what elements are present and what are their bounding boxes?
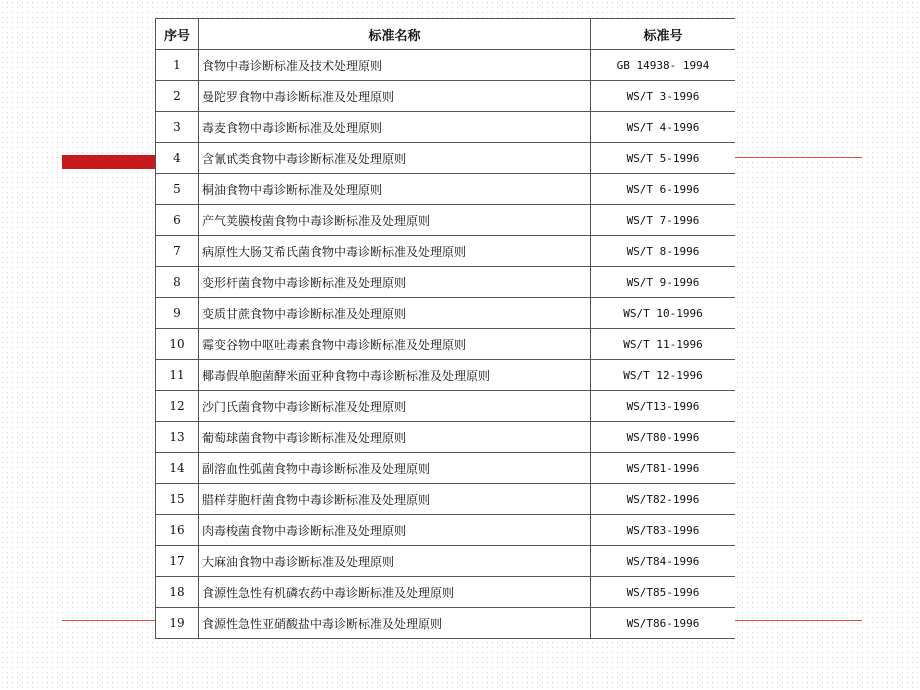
row-standard-name: 产气荚膜梭菌食物中毒诊断标准及处理原则 — [199, 205, 591, 236]
table-row — [156, 298, 736, 329]
row-number: 3 — [156, 112, 199, 143]
row-standard-name: 副溶血性弧菌食物中毒诊断标准及处理原则 — [199, 453, 591, 484]
row-standard-name: 桐油食物中毒诊断标准及处理原则 — [199, 174, 591, 205]
row-number: 6 — [156, 205, 199, 236]
row-standard-code: WS/T82-1996 — [591, 484, 736, 515]
table-row — [156, 112, 736, 143]
row-standard-name: 大麻油食物中毒诊断标准及处理原则 — [199, 546, 591, 577]
table-row — [156, 236, 736, 267]
row-standard-name: 食物中毒诊断标准及技术处理原则 — [199, 50, 591, 81]
row-standard-name: 变形杆菌食物中毒诊断标准及处理原则 — [199, 267, 591, 298]
row-standard-code: GB 14938- 1994 — [591, 50, 736, 81]
row-number: 11 — [156, 360, 199, 391]
table-row — [156, 515, 736, 546]
row-number: 12 — [156, 391, 199, 422]
row-number: 19 — [156, 608, 199, 639]
row-number: 14 — [156, 453, 199, 484]
row-standard-name: 肉毒梭菌食物中毒诊断标准及处理原则 — [199, 515, 591, 546]
row-standard-name: 食源性急性亚硝酸盐中毒诊断标准及处理原则 — [199, 608, 591, 639]
header-standard-name: 标准名称 — [199, 19, 591, 50]
row-standard-name: 霉变谷物中呕吐毒素食物中毒诊断标准及处理原则 — [199, 329, 591, 360]
table-row — [156, 174, 736, 205]
row-number: 4 — [156, 143, 199, 174]
table-row — [156, 205, 736, 236]
table-row — [156, 484, 736, 515]
row-standard-name: 食源性急性有机磷农药中毒诊断标准及处理原则 — [199, 577, 591, 608]
row-standard-code: WS/T 6-1996 — [591, 174, 736, 205]
header-standard-code: 标准号 — [591, 19, 736, 50]
row-standard-code: WS/T85-1996 — [591, 577, 736, 608]
row-standard-code: WS/T 10-1996 — [591, 298, 736, 329]
table-row — [156, 546, 736, 577]
table-row — [156, 360, 736, 391]
table-row — [156, 422, 736, 453]
row-number: 2 — [156, 81, 199, 112]
table-row — [156, 143, 736, 174]
table-row — [156, 453, 736, 484]
row-standard-code: WS/T 9-1996 — [591, 267, 736, 298]
row-number: 1 — [156, 50, 199, 81]
accent-line-bottom-left — [62, 620, 158, 621]
row-standard-name: 曼陀罗食物中毒诊断标准及处理原则 — [199, 81, 591, 112]
row-standard-name: 腊样芽胞杆菌食物中毒诊断标准及处理原则 — [199, 484, 591, 515]
table-row — [156, 577, 736, 608]
row-standard-name: 椰毒假单胞菌酵米面亚种食物中毒诊断标准及处理原则 — [199, 360, 591, 391]
row-standard-code: WS/T83-1996 — [591, 515, 736, 546]
row-number: 8 — [156, 267, 199, 298]
table-header-row — [156, 19, 736, 50]
row-standard-name: 沙门氏菌食物中毒诊断标准及处理原则 — [199, 391, 591, 422]
row-number: 18 — [156, 577, 199, 608]
row-standard-code: WS/T13-1996 — [591, 391, 736, 422]
standards-table — [155, 18, 735, 639]
row-standard-code: WS/T 5-1996 — [591, 143, 736, 174]
row-number: 7 — [156, 236, 199, 267]
row-number: 15 — [156, 484, 199, 515]
row-standard-code: WS/T 12-1996 — [591, 360, 736, 391]
row-standard-name: 病原性大肠艾希氏菌食物中毒诊断标准及处理原则 — [199, 236, 591, 267]
row-standard-code: WS/T84-1996 — [591, 546, 736, 577]
row-standard-name: 毒麦食物中毒诊断标准及处理原则 — [199, 112, 591, 143]
row-number: 9 — [156, 298, 199, 329]
row-standard-name: 含氰甙类食物中毒诊断标准及处理原则 — [199, 143, 591, 174]
table-row — [156, 391, 736, 422]
row-number: 10 — [156, 329, 199, 360]
row-standard-name: 葡萄球菌食物中毒诊断标准及处理原则 — [199, 422, 591, 453]
row-standard-code: WS/T 11-1996 — [591, 329, 736, 360]
row-number: 17 — [156, 546, 199, 577]
accent-line-bottom-right — [734, 620, 862, 621]
accent-line-top-right — [734, 157, 862, 158]
row-standard-code: WS/T86-1996 — [591, 608, 736, 639]
row-number: 5 — [156, 174, 199, 205]
accent-bar — [62, 155, 158, 169]
table-row — [156, 81, 736, 112]
table-row — [156, 50, 736, 81]
table-row — [156, 329, 736, 360]
row-standard-code: WS/T 7-1996 — [591, 205, 736, 236]
table-row — [156, 267, 736, 298]
row-standard-code: WS/T 3-1996 — [591, 81, 736, 112]
standards-table-container — [155, 18, 735, 642]
row-standard-code: WS/T81-1996 — [591, 453, 736, 484]
table-row — [156, 608, 736, 639]
row-standard-code: WS/T80-1996 — [591, 422, 736, 453]
row-standard-name: 变质甘蔗食物中毒诊断标准及处理原则 — [199, 298, 591, 329]
row-number: 13 — [156, 422, 199, 453]
row-standard-code: WS/T 4-1996 — [591, 112, 736, 143]
row-number: 16 — [156, 515, 199, 546]
header-number: 序号 — [156, 19, 199, 50]
row-standard-code: WS/T 8-1996 — [591, 236, 736, 267]
